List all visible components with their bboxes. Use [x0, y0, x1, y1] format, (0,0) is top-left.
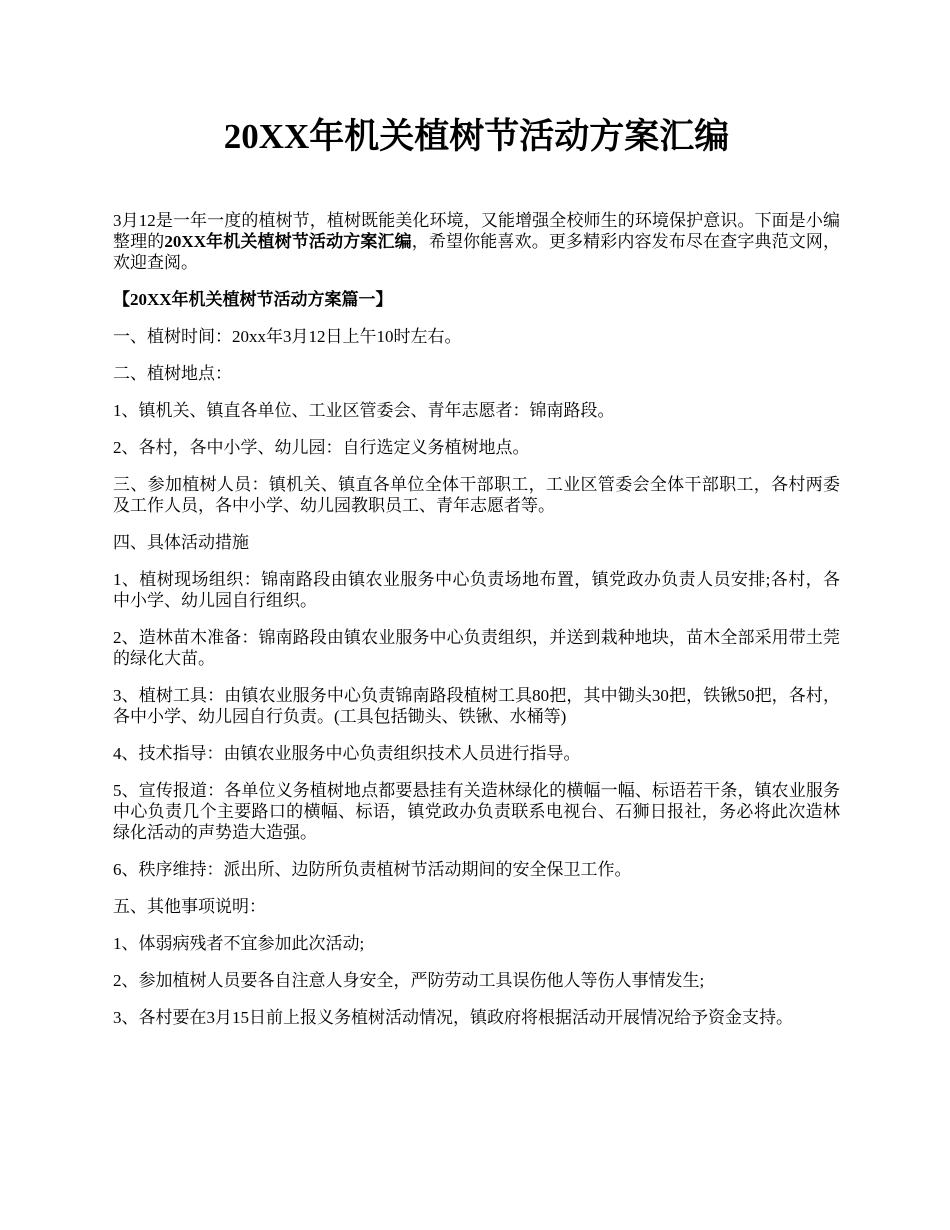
paragraph-location-2: 2、各村，各中小学、幼儿园：自行选定义务植树地点。 — [113, 438, 530, 457]
paragraph-measure-5: 5、宣传报道：各单位义务植树地点都要悬挂有关造林绿化的横幅一幅、标语若干条，镇农业服务中心负责几个主要路口的横幅、标语，镇党政办负责联系电视台、石狮日报社，务必将此次造林绿化活动的声势造大造强。 — [113, 781, 840, 842]
paragraph-measures: 四、具体活动措施 — [113, 533, 249, 552]
intro-paragraph — [113, 210, 840, 273]
paragraph-measure-4: 4、技术指导：由镇农业服务中心负责组织技术人员进行指导。 — [113, 744, 581, 763]
paragraph-location: 二、植树地点： — [113, 364, 232, 383]
paragraph-location-1: 1、镇机关、镇直各单位、工业区管委会、青年志愿者：锦南路段。 — [113, 401, 615, 420]
intro-bold-title: 20XX年机关植树节活动方案汇编 — [164, 232, 412, 251]
paragraph-note-3: 3、各村要在3月15日前上报义务植树活动情况，镇政府将根据活动开展情况给予资金支持。 — [113, 1008, 793, 1027]
paragraph-time: 一、植树时间：20xx年3月12日上午10时左右。 — [113, 327, 462, 346]
section-heading: 【20XX年机关植树节活动方案篇一】 — [113, 290, 393, 309]
intro-text-before: 3月12是一年一度的植树节，植树既能美化环境，又能增强全校师生的环境保护意识。下面是小编整理的 — [113, 211, 840, 251]
paragraph-note-2: 2、参加植树人员要各自注意人身安全，严防劳动工具误伤他人等伤人事情发生; — [113, 971, 705, 990]
paragraph-measure-3: 3、植树工具：由镇农业服务中心负责锦南路段植树工具80把，其中锄头30把，铁锹50把，各村，各中小学、幼儿园自行负责。(工具包括锄头、铁锹、水桶等) — [113, 686, 840, 726]
paragraph-other-notes: 五、其他事项说明： — [113, 897, 266, 916]
paragraph-note-1: 1、体弱病残者不宜参加此次活动; — [113, 934, 365, 953]
paragraph-measure-6: 6、秩序维持：派出所、边防所负责植树节活动期间的安全保卫工作。 — [113, 860, 632, 879]
paragraph-measure-2: 2、造林苗木准备：锦南路段由镇农业服务中心负责组织，并送到栽种地块，苗木全部采用带土莞的绿化大苗。 — [113, 628, 840, 668]
document-page — [113, 112, 840, 1044]
paragraph-participants: 三、参加植树人员：镇机关、镇直各单位全体干部职工，工业区管委会全体干部职工，各村两委及工作人员，各中小学、幼儿园教职员工、青年志愿者等。 — [113, 475, 840, 515]
document-title: 20XX年机关植树节活动方案汇编 — [223, 117, 730, 156]
paragraph-measure-1: 1、植树现场组织：锦南路段由镇农业服务中心负责场地布置，镇党政办负责人员安排;各村，各中小学、幼儿园自行组织。 — [113, 570, 840, 610]
intro-text-after: ，希望你能喜欢。更多精彩内容发布尽在查字典范文网，欢迎查阅。 — [113, 232, 841, 272]
